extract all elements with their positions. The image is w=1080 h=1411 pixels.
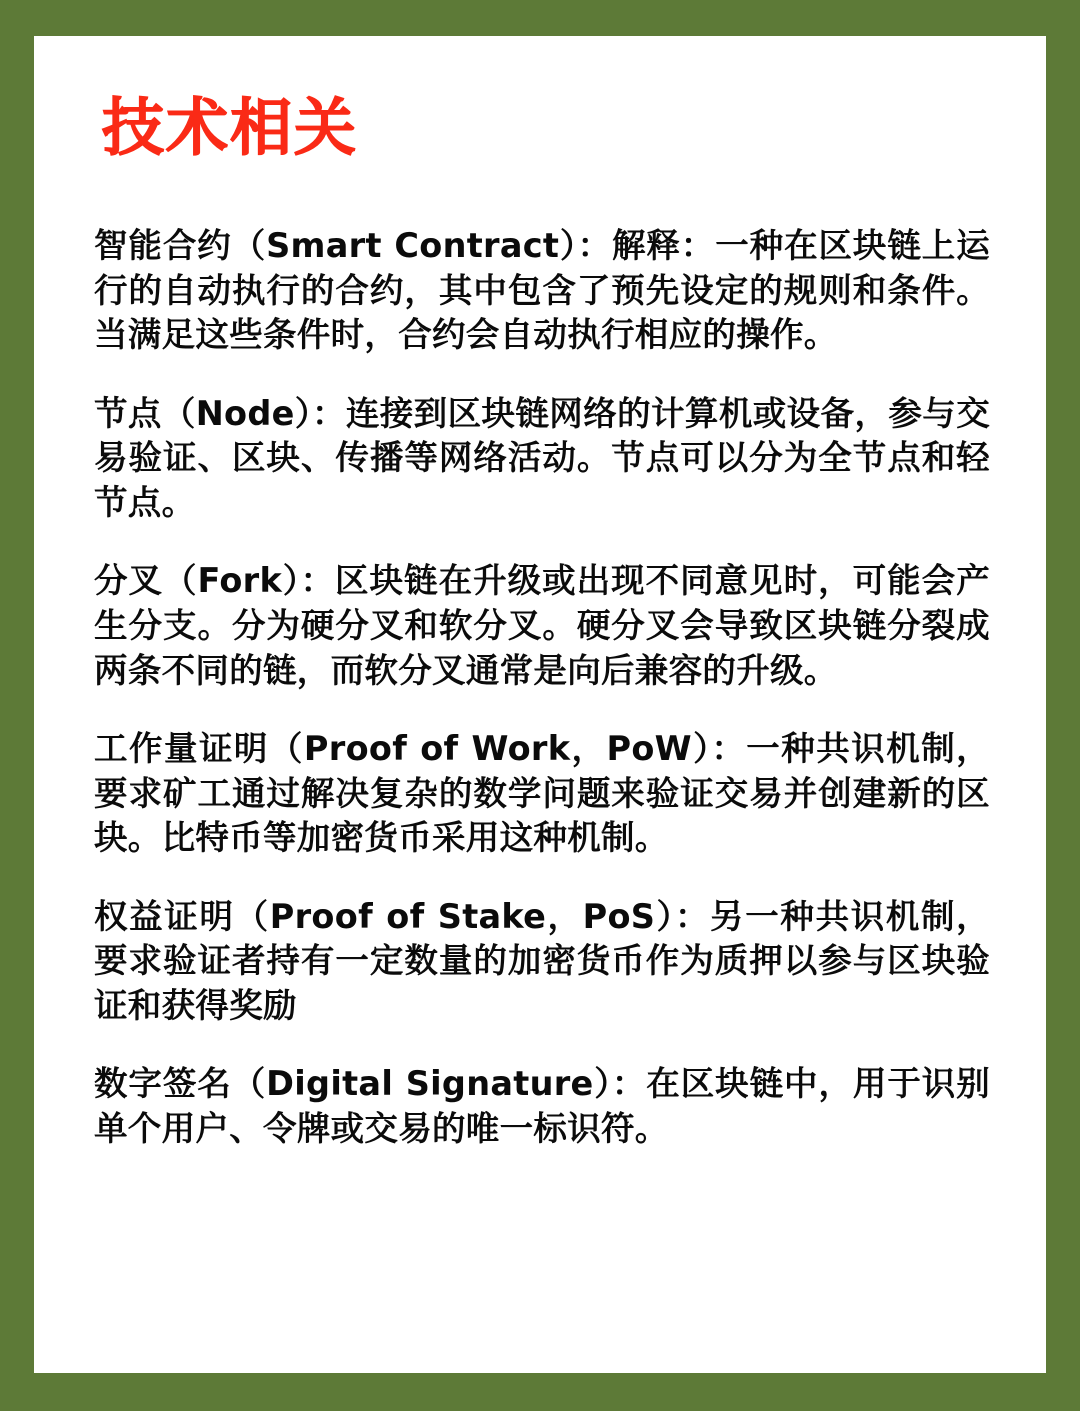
glossary-entry-text: 节点（Node）：连接到区块链网络的计算机或设备，参与交易验证、区块、传播等网络活动。节点可以分为全节点和轻节点。: [94, 393, 990, 522]
glossary-entry-proof-of-work: [94, 727, 990, 861]
content-card: [34, 36, 1046, 1373]
glossary-entry-proof-of-stake: [94, 895, 990, 1029]
glossary-entry-text: 工作量证明（Proof of Work，PoW）：一种共识机制，要求矿工通过解决复杂的数学问题来验证交易并创建新的区块。比特币等加密货币采用这种机制。: [94, 729, 990, 858]
glossary-list: [94, 224, 990, 1151]
glossary-entry-node: [94, 392, 990, 526]
glossary-entry-fork: [94, 559, 990, 693]
glossary-entry-digital-signature: [94, 1062, 990, 1151]
glossary-entry-text: 权益证明（Proof of Stake，PoS）：另一种共识机制，要求验证者持有一定数量的加密货币作为质押以参与区块验证和获得奖励: [94, 896, 990, 1025]
glossary-entry-smart-contract: [94, 224, 990, 358]
page-title: 技术相关: [102, 91, 359, 164]
glossary-entry-text: 分叉（Fork）：区块链在升级或出现不同意见时，可能会产生分支。分为硬分叉和软分叉。硬分叉会导致区块链分裂成两条不同的链，而软分叉通常是向后兼容的升级。: [94, 561, 990, 690]
glossary-entry-text: 智能合约（Smart Contract）：解释：一种在区块链上运行的自动执行的合约，其中包含了预先设定的规则和条件。当满足这些条件时，合约会自动执行相应的操作。: [94, 226, 990, 355]
glossary-entry-text: 数字签名（Digital Signature）：在区块链中，用于识别单个用户、令牌或交易的唯一标识符。: [94, 1064, 990, 1148]
